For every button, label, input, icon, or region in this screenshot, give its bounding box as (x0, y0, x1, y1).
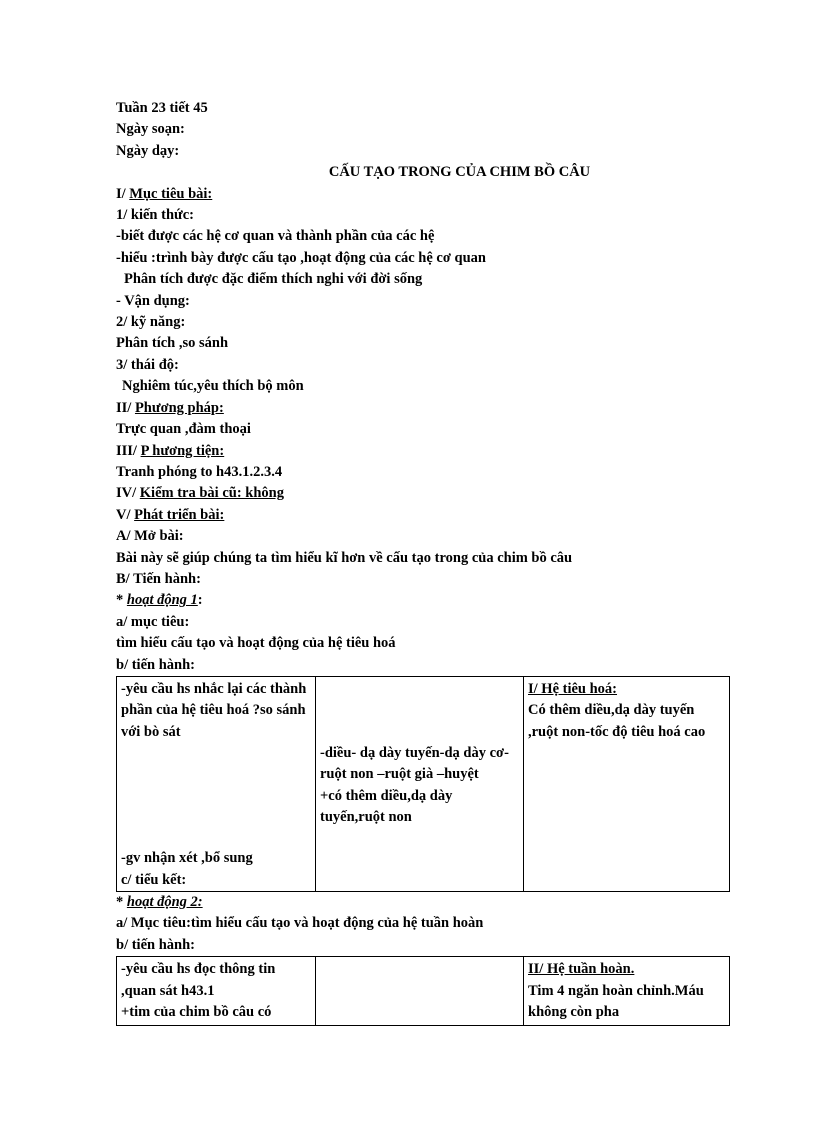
week-line: Tuần 23 tiết 45 (116, 100, 208, 116)
check-num: IV/ (116, 485, 140, 502)
digestive-text: Có thêm diều,dạ dày tuyến ,ruột non-tốc độ tiêu hoá cao (528, 702, 706, 740)
method-num: II/ (116, 399, 135, 416)
develop-num: V/ (116, 506, 135, 523)
activity2-content-cell (524, 957, 730, 1026)
objectives-label: Mục tiêu bài: (129, 185, 213, 202)
knowledge-3: Phân tích được đặc điểm thích nghi với đời sống (124, 271, 423, 288)
proceed-label: B/ Tiến hành: (116, 570, 201, 587)
intro-text: Bài này sẽ giúp chúng ta tìm hiểu kĩ hơn về cấu tạo trong của chim bồ câu (116, 549, 573, 566)
method-heading (116, 398, 728, 419)
digestive-heading: I/ Hệ tiêu hoá: (528, 680, 618, 697)
activity1-goal-label: a/ mục tiêu: (116, 613, 190, 630)
activity1-student-text: -diều- dạ dày tuyến-dạ dày cơ-ruột non –ruột già –huyệt +có thêm diều,dạ dày tuyến,ruột non (320, 744, 509, 826)
table-row (117, 957, 730, 1026)
lesson-title: CẤU TẠO TRONG CỦA CHIM BỒ CÂU (328, 164, 591, 181)
activity2-teacher-cell (117, 957, 316, 1026)
activity2-proceed: b/ tiến hành: (116, 936, 195, 953)
circulatory-heading: II/ Hệ tuần hoàn. (528, 961, 635, 978)
activity1-summary-label: c/ tiểu kết: (121, 871, 187, 888)
develop-label: Phát triển bài: (134, 506, 225, 523)
skills-1: Phân tích ,so sánh (116, 335, 229, 352)
activity1-goal: tìm hiểu cấu tạo và hoạt động của hệ tiêu hoá (116, 635, 396, 652)
activity2-student-cell (316, 957, 524, 1026)
activity2-label: hoạt động 2: (126, 893, 203, 910)
activity2-goal: a/ Mục tiêu:tìm hiểu cấu tạo và hoạt động của hệ tuần hoàn (116, 915, 484, 932)
means-heading (116, 441, 728, 462)
activity1-teacher-text: -yêu cầu hs nhắc lại các thành phần của hệ tiêu hoá ?so sánh với bò sát (121, 680, 307, 740)
knowledge-1: -biết được các hệ cơ quan và thành phần của các hệ (116, 228, 435, 245)
activity1-label: hoạt động 1 (126, 592, 198, 609)
document-page (116, 98, 728, 1026)
table-row (117, 676, 730, 891)
activity2-heading (116, 892, 728, 913)
prep-date: Ngày soạn: (116, 121, 185, 138)
teach-date: Ngày dạy: (116, 142, 180, 159)
activity2-star: * (116, 893, 127, 910)
skills-label: 2/ kỹ năng: (116, 314, 186, 331)
check-label: Kiểm tra bài cũ: không (139, 485, 284, 502)
activity1-teacher-cell (117, 676, 316, 891)
intro-label: A/ Mở bài: (116, 528, 184, 545)
activity1-proceed: b/ tiến hành: (116, 656, 195, 673)
means-label: P hương tiện: (140, 442, 225, 459)
method-text: Trực quan ,đàm thoại (116, 421, 251, 438)
knowledge-2: -hiểu :trình bày được cấu tạo ,hoạt động của các hệ cơ quan (116, 249, 486, 266)
activity1-teacher-remark: -gv nhận xét ,bổ sung (121, 850, 253, 867)
check-heading (116, 483, 728, 504)
method-label: Phương pháp: (134, 399, 224, 416)
activity1-content-cell (524, 676, 730, 891)
attitude-1: Nghiêm túc,yêu thích bộ môn (122, 378, 304, 395)
means-text: Tranh phóng to h43.1.2.3.4 (116, 463, 283, 480)
knowledge-4: - Vận dụng: (116, 292, 190, 309)
means-num: III/ (116, 442, 141, 459)
objectives-heading (116, 184, 728, 205)
activity1-colon: : (197, 592, 203, 609)
activity1-star: * (116, 592, 127, 609)
activity1-table (116, 676, 730, 892)
activity1-heading (116, 590, 728, 611)
activity2-teacher-text: -yêu cầu hs đọc thông tin ,quan sát h43.1 +tim của chim bồ câu có (121, 961, 276, 1020)
circulatory-text: Tim 4 ngăn hoàn chỉnh.Máu không còn pha (528, 982, 704, 1020)
develop-heading (116, 505, 728, 526)
activity1-student-cell (316, 676, 524, 891)
knowledge-label: 1/ kiến thức: (116, 207, 194, 224)
activity2-table (116, 956, 730, 1026)
attitude-label: 3/ thái độ: (116, 356, 179, 373)
objectives-num: I/ (116, 185, 130, 202)
